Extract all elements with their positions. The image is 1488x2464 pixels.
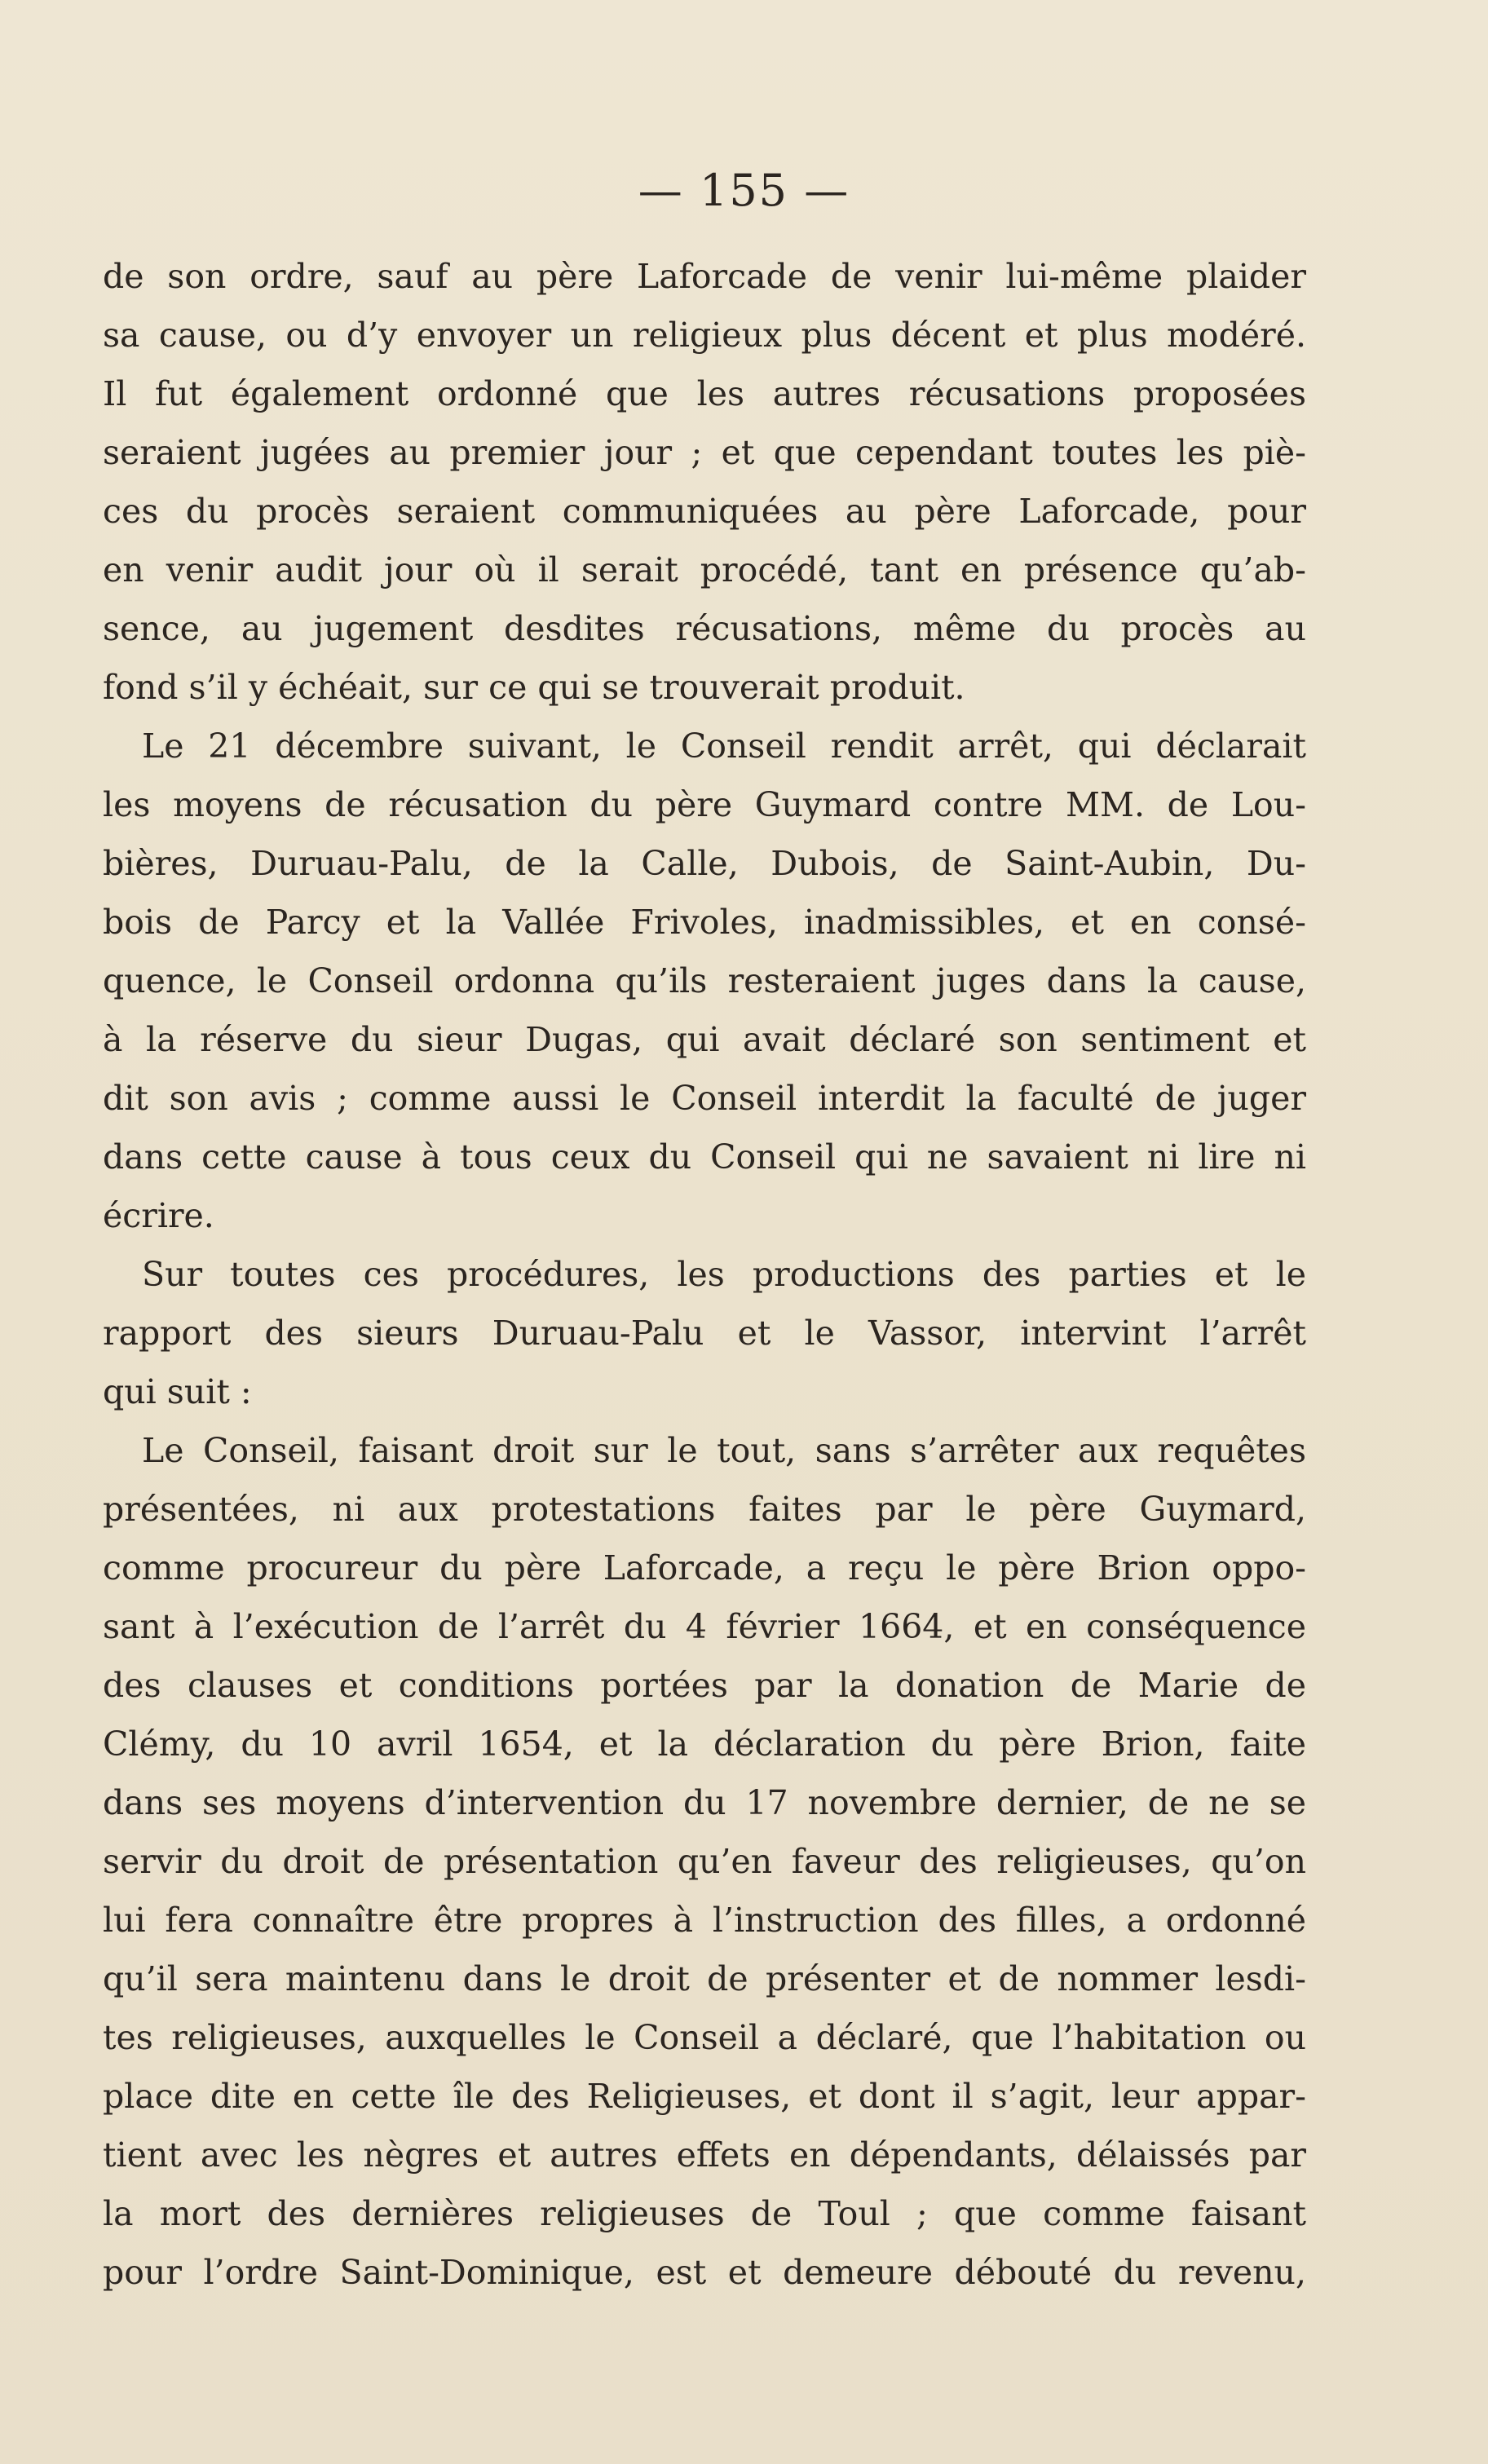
- text-line: dans ses moyens d’intervention du 17 novembre dernier, de ne se: [103, 1783, 1306, 1822]
- text-line: Sur toutes ces procédures, les productions des parties et le: [142, 1255, 1306, 1294]
- text-line: quence, le Conseil ordonna qu’ils resteraient juges dans la cause,: [103, 961, 1306, 1000]
- text-line: Il fut également ordonné que les autres récusations proposées: [103, 374, 1306, 413]
- text-line: place dite en cette île des Religieuses, et dont il s’agit, leur appar-: [103, 2077, 1306, 2116]
- text-line: Le 21 décembre suivant, le Conseil rendit arrêt, qui déclarait: [142, 726, 1306, 766]
- text-line: pour l’ordre Saint-Dominique, est et demeure débouté du revenu,: [103, 2253, 1306, 2292]
- text-line: sant à l’exécution de l’arrêt du 4 février 1664, et en conséquence: [103, 1607, 1306, 1646]
- text-line: Clémy, du 10 avril 1654, et la déclaration du père Brion, faite: [103, 1724, 1306, 1764]
- text-line: ces du procès seraient communiquées au père Laforcade, pour: [103, 492, 1306, 531]
- text-line: les moyens de récusation du père Guymard contre MM. de Lou-: [103, 785, 1306, 824]
- text-line: bières, Duruau-Palu, de la Calle, Dubois, de Saint-Aubin, Du-: [103, 844, 1306, 883]
- body-text: [103, 247, 1306, 2302]
- text-line: tes religieuses, auxquelles le Conseil a déclaré, que l’habitation ou: [103, 2018, 1306, 2057]
- text-line: sence, au jugement desdites récusations, même du procès au: [103, 609, 1306, 648]
- text-line: Le Conseil, faisant droit sur le tout, sans s’arrêter aux requêtes: [142, 1431, 1306, 1470]
- text-line: des clauses et conditions portées par la donation de Marie de: [103, 1666, 1306, 1705]
- page-number: — 155 —: [638, 165, 850, 216]
- text-line: lui fera connaître être propres à l’instruction des filles, a ordonné: [103, 1901, 1306, 1940]
- text-line: seraient jugées au premier jour ; et que cependant toutes les piè-: [103, 433, 1306, 472]
- text-line: rapport des sieurs Duruau-Palu et le Vassor, intervint l’arrêt: [103, 1314, 1306, 1353]
- text-line: qui suit :: [103, 1372, 252, 1411]
- text-line: la mort des dernières religieuses de Toul ; que comme faisant: [103, 2194, 1306, 2233]
- text-line: de son ordre, sauf au père Laforcade de venir lui-même plaider: [103, 257, 1306, 296]
- text-line: comme procureur du père Laforcade, a reçu le père Brion oppo-: [103, 1548, 1306, 1587]
- text-line: servir du droit de présentation qu’en faveur des religieuses, qu’on: [103, 1842, 1306, 1881]
- text-line: qu’il sera maintenu dans le droit de présenter et de nommer lesdi-: [103, 1959, 1306, 1998]
- text-line: présentées, ni aux protestations faites par le père Guymard,: [103, 1490, 1306, 1529]
- text-line: sa cause, ou d’y envoyer un religieux plus décent et plus modéré.: [103, 316, 1306, 355]
- text-line: dans cette cause à tous ceux du Conseil qui ne savaient ni lire ni: [103, 1137, 1306, 1177]
- text-line: bois de Parcy et la Vallée Frivoles, inadmissibles, et en consé-: [103, 903, 1306, 942]
- text-line: tient avec les nègres et autres effets en dépendants, délaissés par: [103, 2135, 1306, 2175]
- text-line: à la réserve du sieur Dugas, qui avait déclaré son sentiment et: [103, 1020, 1306, 1059]
- text-line: dit son avis ; comme aussi le Conseil interdit la faculté de juger: [103, 1079, 1306, 1118]
- text-line: fond s’il y échéait, sur ce qui se trouverait produit.: [103, 668, 965, 707]
- text-line: écrire.: [103, 1196, 214, 1235]
- text-line: en venir audit jour où il serait procédé, tant en présence qu’ab-: [103, 550, 1306, 590]
